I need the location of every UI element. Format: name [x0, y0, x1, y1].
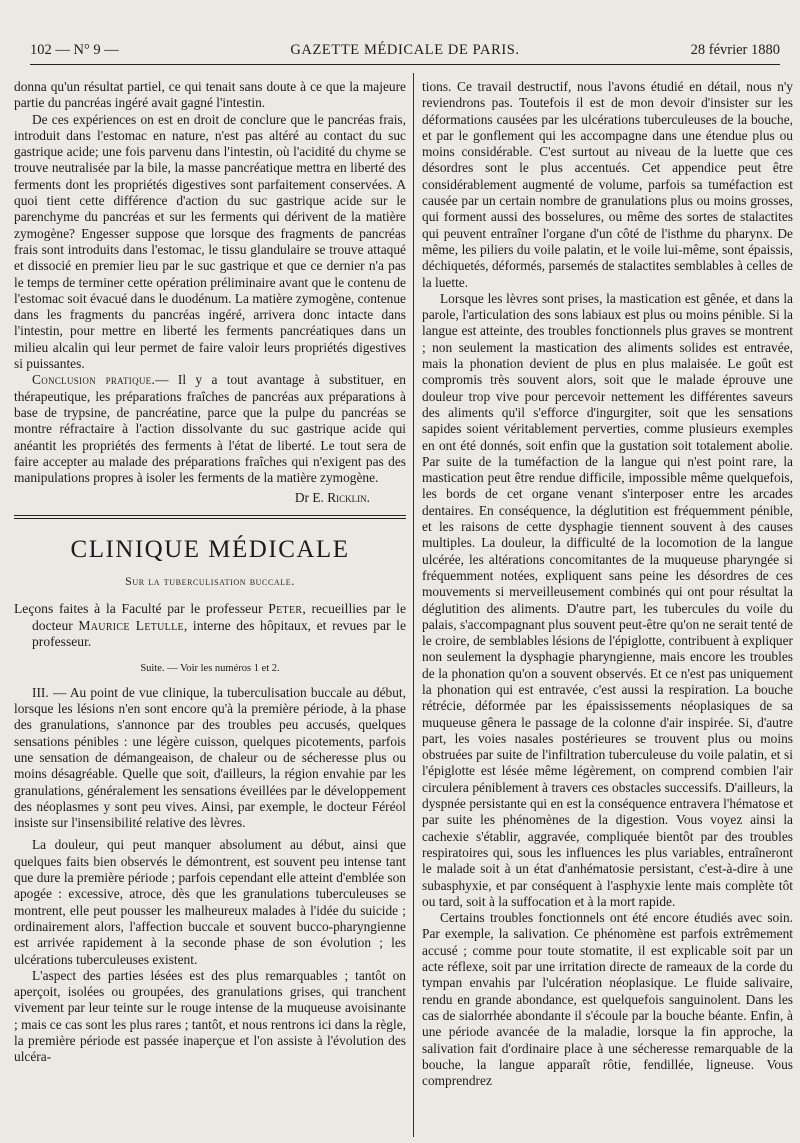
- lecture-text: , interne des hôpitaux, et revues par le professeur.: [32, 617, 406, 650]
- issue-date: 28 février 1880: [690, 42, 780, 58]
- conclusion-text: — Il y a tout avantage à substituer, en thérapeutique, les préparations fraîches de pancréas aux préparations à base de trypsine, de pancréatine, parce que la pulpe du pancréas se montre réfractaire à l'action dissolvante du suc gastrique acide qui anéantit les propriétés des ferments à l'état de liberté. Le tout sera de faire accepter au malade des préparations fraîches qui n'exigent pas des manipulations propres à isoler les ferments de la matière zymogène.: [14, 372, 406, 486]
- right-column: [422, 79, 793, 1139]
- page-header: [30, 42, 780, 65]
- section-rule: [14, 515, 406, 519]
- journal-title: GAZETTE MÉDICALE DE PARIS.: [290, 42, 520, 58]
- lecture-credit: [14, 601, 406, 651]
- column-divider: [413, 73, 414, 1137]
- professor-name: Peter: [268, 601, 303, 617]
- doctor-name: Maurice Letulle: [78, 617, 184, 633]
- left-column: [14, 79, 406, 1139]
- lecture-text: , recueillies par le docteur: [32, 601, 406, 633]
- section-title: CLINIQUE MÉDICALE: [70, 535, 350, 563]
- paragraph: tions. Ce travail destructif, nous l'avons étudié en détail, nous n'y reviendrons pas. Toutefois il est de mon devoir d'insister sur les déformations causées par les ulcérations tuberculeuses de la bouche, et par le gonflement qui les accompagne dans une étendue plus ou moins considérable. C'est surtout au niveau de la luette que ces désordres sont le plus accentués. Cet appendice peut être considérablement augmenté de volume, parfois sa tuméfaction est causée par un certain nombre de granulations plus ou moins grosses, qui forment aussi des bosselures, ou même des sortes de stalactites qui peuvent entraîner l'organe d'un côté de l'isthme du pharynx. De même, les piliers du voile palatin, et le voile lui-même, sont épaissis, déchiquetés, déformés, parsemés de stalactites semblables à celles de la luette.: [422, 79, 793, 290]
- author-signature: [14, 490, 370, 506]
- conclusion-paragraph: [14, 372, 406, 486]
- paragraph: La douleur, qui peut manquer absolument au début, ainsi que quelques faits bien observés le démontrent, est souvent peu intense tant que dure la première période ; parfois cependant elle atteint d'emblée son apogée : excessive, atroce, dès que les granulations tuberculeuses se montrent, elle peut pousser les malheureux malades à l'idée du suicide ; ordinairement alors, l'affection buccale et souvent bucco-pharyngienne est arrivée rapidement à la seconde phase de son évolution ; les ulcérations tuberculeuses existent.: [14, 837, 406, 967]
- paragraph: Lorsque les lèvres sont prises, la mastication est gênée, et dans la parole, l'articulation des sons labiaux est plus ou moins pénible. Si la langue est atteinte, des troubles fonctionnels plus graves se montrent ; non seulement la mastication des aliments solides est entravée, mais la phonation devient de plus en plus malaisée. Le goût est compromis très souvent alors, soit que le malade éprouve une douleur trop vive pour percevoir nettement les différentes saveurs des aliments qu'il s'efforce d'ingurgiter, soit que les sensations sapides soient véritablement perverties, comme plusieurs exemples en ont été donnés, soit enfin que la gustation soit totalement abolie. Par suite de la tuméfaction de la langue qui n'est point rare, la mastication peut être rendue difficile, impossible même quelquefois, les bords de cet organe venant s'interposer entre les arcades dentaires. En conséquence, la déglutition est fréquemment pénible, et les raisons de cette dysphagie tiennent souvent à des causes multiples. La douleur, la difficulté de la locomotion de la langue ulcérée, les altérations concomitantes de la muqueuse pharyngée si fréquemment notées, expliquent sans peine les désordres de ces mouvements si merveilleusement combinés qui ont pour résultat la déglutition des aliments. D'autre part, les tubercules du voile du palais, s'accompagnant plus souvent peut-être qu'on ne serait tenté de le croire, de semblables lésions de l'épiglotte, contribuent à expliquer non seulement la dysphagie pharyngienne, mais encore les troubles de la phonation qu'on a souvent observés. Et ce n'est pas uniquement la phonation qui est entravée, c'est aussi la respiration. La bouche rétrécie, déformée par les épaississements néoplasiques de sa muqueuse gênera le passage de la colonne d'air inspirée. Si, d'autre part, les voies nasales postérieures se trouvent plus ou moins obstruées par suite de l'infiltration tuberculeuse du voile palatin, et si l'épiglotte est lésée même légèrement, on comprend combien l'air circulera péniblement à travers ces obstacles successifs. D'ailleurs, la dyspnée persistante qui en est la conséquence entravera l'hématose et par suite les phénomènes de la digestion. Vous voyez ainsi la cachexie s'établir, aggravée, compliquée bientôt par des troubles respiratoires qui, sous les influences les plus variables, entraîneront le malade soit à un état d'anhématosie persistant, c'est-à-dire à une subasphyxie, et par conséquent à l'asphyxie lente mais complète tôt ou tard, soit à la suffocation et à la mort rapide.: [422, 290, 793, 909]
- paragraph: donna qu'un résultat partiel, ce qui tenait sans doute à ce que la majeure partie du pancréas ingéré avait gagné l'intestin.: [14, 79, 406, 111]
- paragraph: III. — Au point de vue clinique, la tuberculisation buccale au début, lorsque les lésions n'en sont encore qu'à la première période, à la phase des granulations, s'annonce par des troubles peu accusés, quelques sensations pénibles : une légère cuisson, quelques picotements, parfois une sensation de démangeaison, de chaleur ou de sécheresse plus ou moins désagréable. Quelle que soit, d'ailleurs, la région envahie par les granulations, généralement les sensations éveillées par le développement des néoplasmes y sont peu vives. Ainsi, par exemple, le docteur Féréol insiste sur l'insensibilité relative des lèvres.: [14, 684, 406, 831]
- signature-name: Ricklin.: [327, 490, 370, 506]
- signature-prefix: Dr E.: [294, 490, 324, 506]
- section-subtitle: Sur la tuberculisation buccale.: [125, 573, 295, 588]
- paragraph: L'aspect des parties lésées est des plus remarquables ; tantôt on aperçoit, isolées ou groupées, des granulations grises, qui tranchent vivement par leur teinte sur le rouge intense de la muqueuse avoisinante ; mais ce cas sont les plus rares ; tantôt, et nous rentrons ici dans la règle, la première période est passée inaperçue et l'on assiste à l'évolution des ulcéra-: [14, 967, 406, 1065]
- page-number: 102 — N° 9 —: [30, 42, 119, 58]
- lecture-text: Leçons faites à la Faculté par le professeur: [14, 601, 269, 617]
- paragraph: De ces expériences on est en droit de conclure que le pancréas frais, introduit dans l'estomac en nature, n'est pas altéré au contact du suc gastrique acide; une fois parvenu dans l'intestin, où l'acidité du chyme se trouve neutralisée par la bile, la masse pancréatique mettra en liberté des ferments dont les propriétés digestives sont parfaitement conservées. A quoi tient cette différence d'action du suc gastrique acide sur le parenchyme du pancréas et sur les ferments qui dérivent de la matière zymogène? Engesser suppose que lorsque des fragments de pancréas frais sont introduits dans l'estomac, le tissu glandulaire se trouve attaqué et dissocié en premier lieu par le suc gastrique et que ce dernier n'a pas le temps de terminer cette opération préliminaire avant que le contenu de l'estomac soit évacué dans le duodénum. La matière zymogène, contenue dans les fragments du pancréas ingéré, arrivera donc intacte dans l'intestin, pour mettre en liberté les ferments pancréatiques dans un milieu alcalin qui leur permet de faire valoir leurs propriétés digestives si puissantes.: [14, 111, 406, 372]
- continuation-note: Suite. — Voir les numéros 1 et 2.: [140, 662, 280, 674]
- paragraph: Certains troubles fonctionnels ont été encore étudiés avec soin. Par exemple, la salivation. Ce phénomène est parfois extrêmement accusé ; comme pour toute stomatite, il est explicable soit par un acte réflexe, soit par une irritation directe de rameaux de la corde du tympan envahis par l'ulcération néoplasique. Le fluide salivaire, rendu en grande abondance, est quelquefois sanguinolent. Dans les cas de sialorrhée abondante il s'écoule par la bouche béante. Enfin, à une période avancée de la maladie, lorsque la fin approche, la salivation fait d'ordinaire place à une sécheresse remarquable de la bouche, la langue apparaît rôtie, fendillée, ligneuse. Vous comprendrez: [422, 910, 793, 1089]
- conclusion-label: Conclusion pratique.: [32, 372, 156, 388]
